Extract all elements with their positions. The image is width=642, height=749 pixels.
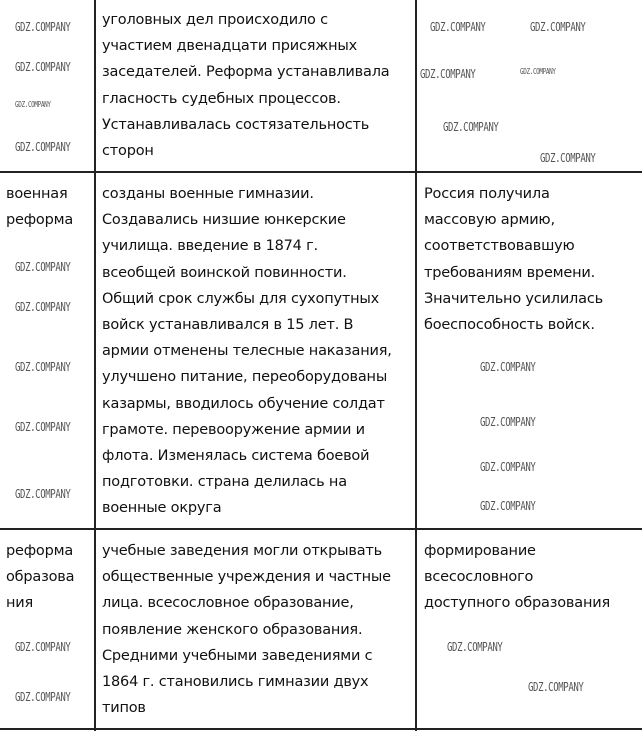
cell-text-line: реформа: [6, 543, 74, 559]
column-divider: [415, 0, 417, 731]
cell-text-line: Средними учебными заведениями с: [102, 647, 373, 664]
cell-text-line: подготовки. страна делилась на: [102, 474, 347, 491]
cell-text-line: заседателей. Реформа устанавливала: [102, 64, 390, 81]
watermark: GDZ.COMPANY: [443, 120, 499, 134]
watermark: GDZ.COMPANY: [447, 640, 503, 654]
watermark: GDZ.COMPANY: [15, 100, 51, 109]
cell-text-line: лица. всесословное образование,: [102, 595, 354, 612]
watermark: GDZ.COMPANY: [15, 140, 71, 154]
cell-text-line: училища. введение в 1874 г.: [102, 238, 318, 255]
reform-content-cell: [102, 181, 392, 522]
watermark: GDZ.COMPANY: [15, 420, 71, 434]
watermark: GDZ.COMPANY: [15, 260, 71, 274]
cell-text-line: военные округа: [102, 500, 222, 517]
cell-text-line: 1864 г. становились гимназии двух: [102, 674, 369, 691]
cell-text-line: уголовных дел происходило с: [102, 12, 328, 28]
cell-text-line: массовую армию,: [424, 212, 555, 229]
cell-text-line: требованиям времени.: [424, 264, 596, 281]
cell-text-line: боеспособность войск.: [424, 317, 595, 334]
watermark: GDZ.COMPANY: [480, 499, 536, 513]
watermark: GDZ.COMPANY: [15, 300, 71, 314]
watermark: GDZ.COMPANY: [520, 67, 556, 76]
watermark: GDZ.COMPANY: [430, 20, 486, 34]
cell-text-line: образова: [6, 569, 75, 586]
cell-text-line: войск устанавливался в 15 лет. В: [102, 317, 354, 334]
cell-text-line: военная: [6, 186, 68, 202]
reform-result-cell: [424, 181, 603, 338]
watermark: GDZ.COMPANY: [15, 20, 71, 34]
reform-name-cell: [6, 538, 74, 617]
cell-text-line: типов: [102, 700, 146, 717]
cell-text-line: казармы, вводилось обучение солдат: [102, 395, 385, 412]
cell-text-line: Устанавливалась состязательность: [102, 116, 370, 133]
watermark: GDZ.COMPANY: [15, 640, 71, 654]
cell-text-line: учебные заведения могли открывать: [102, 543, 382, 559]
cell-text-line: реформа: [6, 212, 74, 229]
reform-name-cell: [6, 181, 73, 233]
watermark: GDZ.COMPANY: [480, 360, 536, 374]
cell-text-line: появление женского образования.: [102, 621, 363, 638]
cell-text-line: флота. Изменялась система боевой: [102, 448, 370, 465]
row-divider: [0, 171, 642, 173]
cell-text-line: соответствовавшую: [424, 238, 575, 255]
watermark: GDZ.COMPANY: [15, 487, 71, 501]
cell-text-line: грамоте. перевооружение армии и: [102, 421, 365, 438]
watermark: GDZ.COMPANY: [528, 680, 584, 694]
cell-text-line: формирование: [424, 543, 536, 559]
cell-text-line: Значительно усилилась: [424, 290, 603, 307]
cell-text-line: Общий срок службы для сухопутных: [102, 290, 380, 307]
watermark: GDZ.COMPANY: [15, 690, 71, 704]
reform-content-cell: [102, 538, 391, 721]
cell-text-line: Россия получила: [424, 186, 550, 202]
row-divider: [0, 528, 642, 530]
cell-text-line: всеобщей воинской повинности.: [102, 264, 347, 281]
cell-text-line: доступного образования: [424, 595, 610, 612]
watermark: GDZ.COMPANY: [420, 67, 476, 81]
row-divider: [0, 728, 642, 730]
reform-result-cell: [424, 538, 610, 617]
cell-text-line: Создавались низшие юнкерские: [102, 212, 346, 229]
watermark: GDZ.COMPANY: [540, 151, 596, 165]
cell-text-line: армии отменены телесные наказания,: [102, 343, 392, 360]
cell-text-line: созданы военные гимназии.: [102, 186, 314, 202]
watermark: GDZ.COMPANY: [480, 415, 536, 429]
column-divider: [94, 0, 96, 731]
cell-text-line: всесословного: [424, 569, 534, 586]
cell-text-line: ния: [6, 595, 34, 612]
cell-text-line: улучшено питание, переоборудованы: [102, 369, 388, 386]
cell-text-line: общественные учреждения и частные: [102, 569, 391, 586]
cell-text-line: участием двенадцати присяжных: [102, 38, 358, 55]
cell-text-line: сторон: [102, 143, 154, 160]
cell-text-line: гласность судебных процессов.: [102, 90, 341, 107]
watermark: GDZ.COMPANY: [480, 460, 536, 474]
reform-content-cell: [102, 7, 389, 164]
watermark: GDZ.COMPANY: [15, 60, 71, 74]
watermark: GDZ.COMPANY: [530, 20, 586, 34]
watermark: GDZ.COMPANY: [15, 360, 71, 374]
